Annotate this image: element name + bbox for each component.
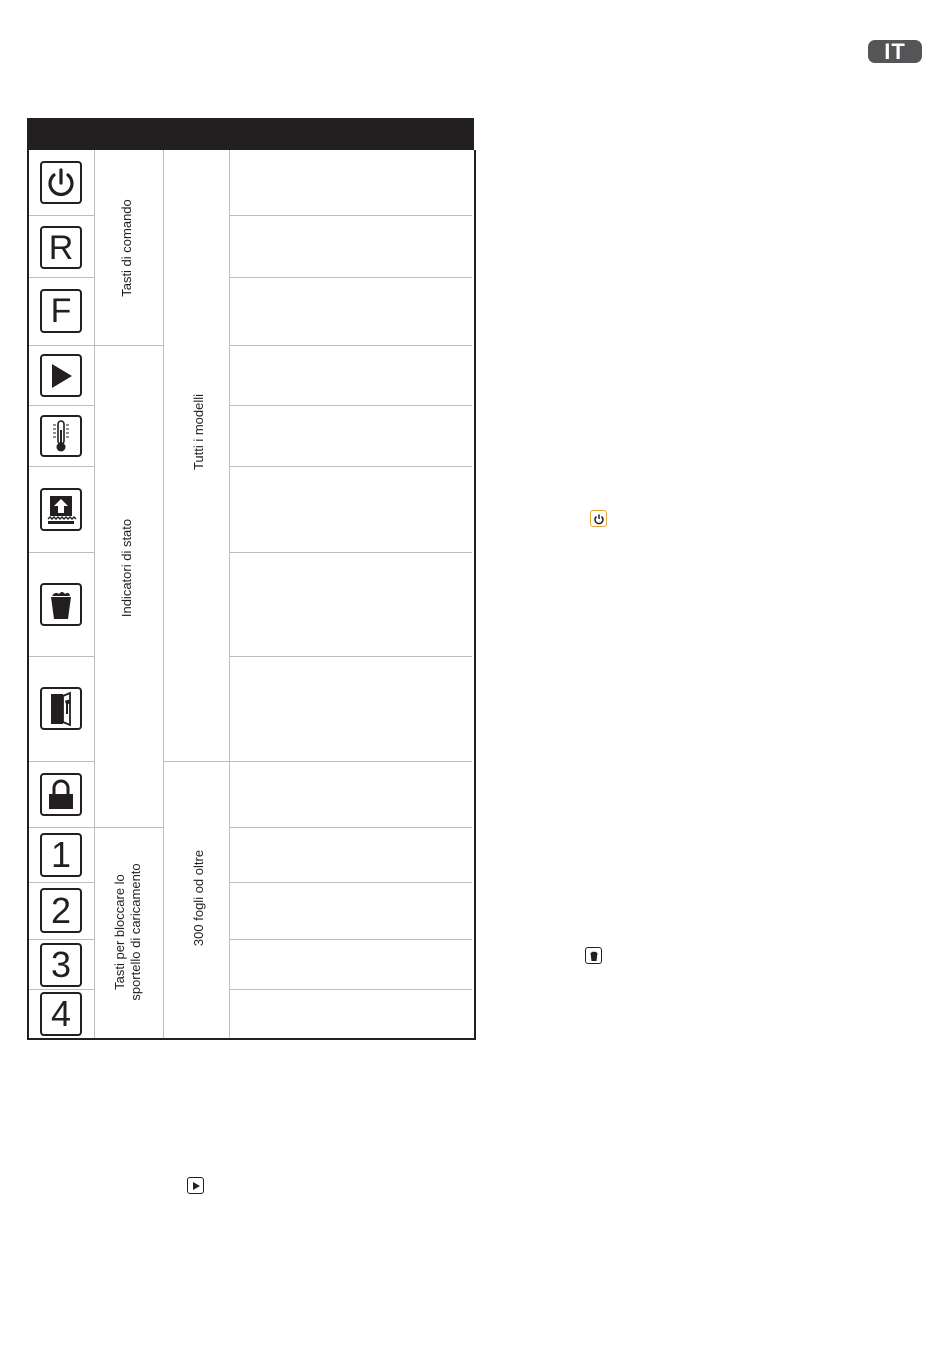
inline-bin-full-icon [585,947,602,964]
row-divider [229,939,472,940]
key-4-glyph: 4 [50,993,72,1034]
paper-feed-icon [40,488,82,531]
row-divider [29,989,94,990]
row-divider [29,882,94,883]
language-badge: IT [868,40,922,63]
group-label-lock-keys-line2: sportello di caricamento [128,863,143,1001]
column-divider [94,150,95,1038]
row-divider [229,761,472,762]
group-label-status-indicators: Indicatori di stato [119,518,134,618]
inline-play-icon [187,1177,204,1194]
row-divider [229,215,472,216]
door-open-icon [40,687,82,730]
group-label-lock-keys [112,863,144,1000]
key-1-icon [40,833,82,877]
row-divider [29,552,94,553]
row-divider [163,761,229,762]
row-divider [229,989,472,990]
row-divider [29,827,94,828]
bin-full-icon [40,583,82,626]
table-header [27,118,474,150]
row-divider [29,345,94,346]
row-divider [29,277,94,278]
row-divider [229,405,472,406]
play-icon [40,354,82,397]
power-icon [40,161,82,204]
row-divider [94,345,163,346]
row-divider [94,827,163,828]
key-2-icon [40,888,82,933]
row-divider [229,552,472,553]
row-divider [229,656,472,657]
thermometer-icon [40,415,82,457]
row-divider [229,277,472,278]
key-3-glyph: 3 [50,944,72,985]
row-divider [29,939,94,940]
inline-power-icon [590,510,607,527]
model-label-300-sheets: 300 fogli od oltre [191,849,206,947]
row-divider [229,882,472,883]
row-divider [229,466,472,467]
row-divider [29,215,94,216]
row-divider [229,827,472,828]
column-divider [229,150,230,1038]
reverse-key-glyph: R [48,228,74,267]
model-label-all: Tutti i modelli [191,393,206,471]
group-label-command-keys: Tasti di comando [119,199,134,297]
row-divider [29,761,94,762]
lock-icon [40,773,82,816]
forward-key-glyph: F [50,292,72,330]
key-2-glyph: 2 [50,889,72,931]
key-1-glyph: 1 [50,834,72,875]
row-divider [29,405,94,406]
row-divider [29,466,94,467]
group-label-lock-keys-line1: Tasti per bloccare lo [112,874,127,990]
row-divider [229,345,472,346]
forward-icon [40,289,82,333]
column-divider [163,150,164,1038]
reverse-icon [40,226,82,269]
row-divider [29,656,94,657]
key-3-icon [40,943,82,987]
key-4-icon [40,992,82,1036]
